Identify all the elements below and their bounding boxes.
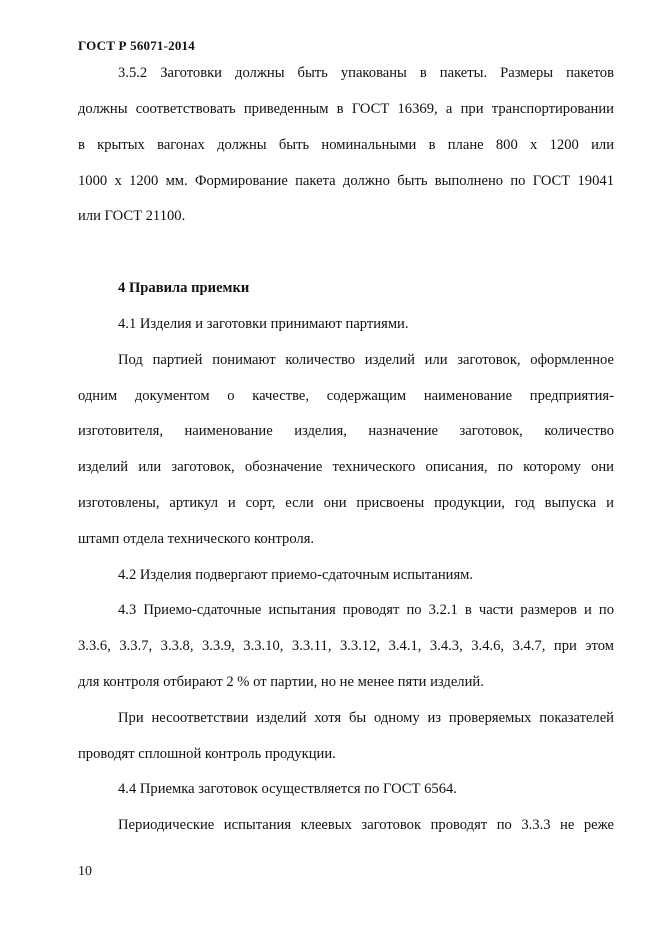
text-line: в крытых вагонах должны быть номинальными в плане 800 х 1200 или [78, 137, 614, 153]
text-line: Периодические испытания клеевых заготовок проводят по 3.3.3 не реже [118, 817, 614, 833]
text-line: или ГОСТ 21100. [78, 208, 186, 224]
document-header: ГОСТ Р 56071-2014 [78, 38, 195, 53]
text-line: 1000 х 1200 мм. Формирование пакета должно быть выполнено по ГОСТ 19041 [78, 173, 614, 189]
text-line: Под партией понимают количество изделий или заготовок, оформленное [118, 352, 614, 368]
section-heading: 4 Правила приемки [118, 280, 250, 296]
text-line: должны соответствовать приведенным в ГОСТ 16369, а при транспортировании [78, 101, 614, 117]
text-line: для контроля отбирают 2 % от партии, но не менее пяти изделий. [78, 674, 484, 690]
text-line: 3.3.6, 3.3.7, 3.3.8, 3.3.9, 3.3.10, 3.3.11, 3.3.12, 3.4.1, 3.4.3, 3.4.6, 3.4.7, при этом [78, 638, 614, 654]
text-line: При несоответствии изделий хотя бы одному из проверяемых показателей [118, 710, 614, 726]
text-line: 4.2 Изделия подвергают приемо-сдаточным испытаниям. [118, 567, 474, 583]
text-line: изготовителя, наименование изделия, назначение заготовок, количество [78, 423, 614, 439]
text-line: 4.1 Изделия и заготовки принимают партиями. [118, 316, 409, 332]
text-line: 3.5.2 Заготовки должны быть упакованы в пакеты. Размеры пакетов [118, 65, 614, 81]
text-line: 4.4 Приемка заготовок осуществляется по ГОСТ 6564. [118, 781, 457, 797]
text-line: изделий или заготовок, обозначение технического описания, по которому они [78, 459, 614, 475]
page-number: 10 [78, 864, 92, 879]
text-line: проводят сплошной контроль продукции. [78, 746, 336, 762]
text-line: одним документом о качестве, содержащим наименование предприятия- [78, 388, 614, 404]
text-line: 4.3 Приемо-сдаточные испытания проводят по 3.2.1 в части размеров и по [118, 602, 614, 618]
text-line: штамп отдела технического контроля. [78, 531, 315, 547]
text-line: изготовлены, артикул и сорт, если они присвоены продукции, год выпуска и [78, 495, 614, 511]
